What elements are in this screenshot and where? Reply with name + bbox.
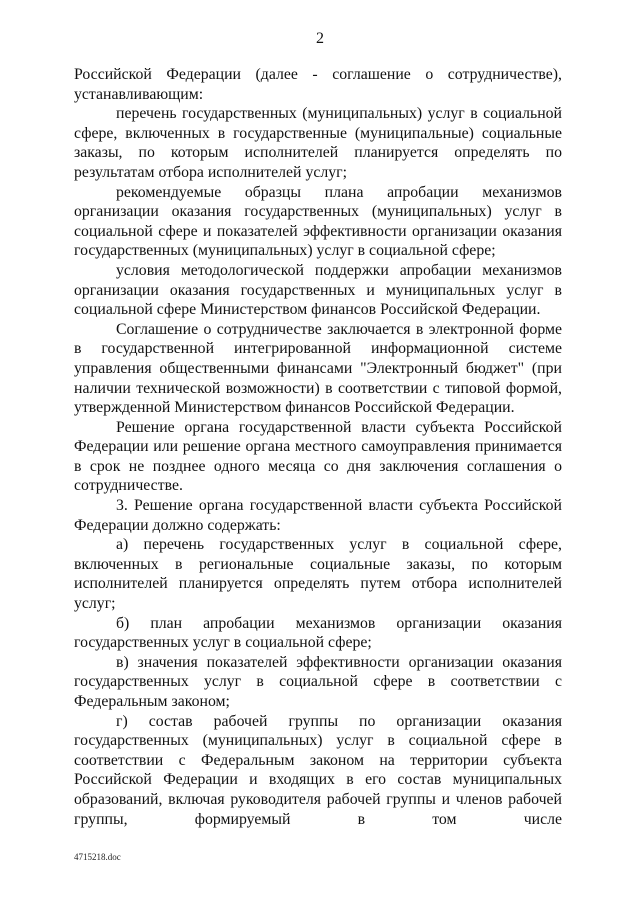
page-number: 2 [316, 30, 324, 47]
paragraph-section-3: 3. Решение органа государственной власти субъекта Российской Федерации должно содержать: [74, 497, 562, 534]
footer-filename: 4715218.doc [74, 852, 121, 862]
paragraph-plan-samples: рекомендуемые образцы плана апробации механизмов организации оказания государственных (муниципальных) услуг в социальной сфере и показателей эффективности организации оказания государственных (муниципальных) услуг в социальной сфере; [74, 183, 562, 260]
paragraph-continuation: Российской Федерации (далее - соглашение о сотрудничестве), устанавливающим: [74, 66, 562, 103]
document-body [74, 65, 562, 829]
paragraph-item-v: в) значения показателей эффективности организации оказания государственных услуг в социальной сфере в соответствии с Федеральным законом; [74, 653, 562, 710]
paragraph-item-b: б) план апробации механизмов организации оказания государственных услуг в социальной сфере; [74, 614, 562, 652]
paragraph-agreement-form: Соглашение о сотрудничестве заключается в электронной форме в государственной интегрированной информационной системе управления общественными финансами "Электронный бюджет" (при наличии технической возможности) в соответствии с типовой формой, утвержденной Министерством финансов Российской Федерации. [74, 320, 562, 417]
paragraph-item-g: г) состав рабочей группы по организации оказания государственных (муниципальных) услуг в социальной сфере в соответствии с Федеральным законом на территории субъекта Российской Федерации и входящих в его состав муниципальных образований, включая руководителя рабочей группы и членов рабочей группы, формируемый в том числе [74, 712, 562, 828]
paragraph-services-list: перечень государственных (муниципальных) услуг в социальной сфере, включенных в государственные (муниципальные) социальные заказы, по которым исполнителей планируется определять по результатам отбора исполнителей услуг; [74, 105, 562, 181]
paragraph-support-conditions: условия методологической поддержки апробации механизмов организации оказания государственных и муниципальных услуг в социальной сфере Министерством финансов Российской Федерации. [74, 261, 562, 319]
paragraph-item-a: а) перечень государственных услуг в социальной сфере, включенных в региональные социальные заказы, по которым исполнителей планируется определять путем отбора исполнителей услуг; [74, 536, 562, 613]
paragraph-decision-deadline: Решение органа государственной власти субъекта Российской Федерации или решение органа местного самоуправления принимается в срок не позднее одного месяца со дня заключения соглашения о сотрудничестве. [74, 418, 562, 495]
